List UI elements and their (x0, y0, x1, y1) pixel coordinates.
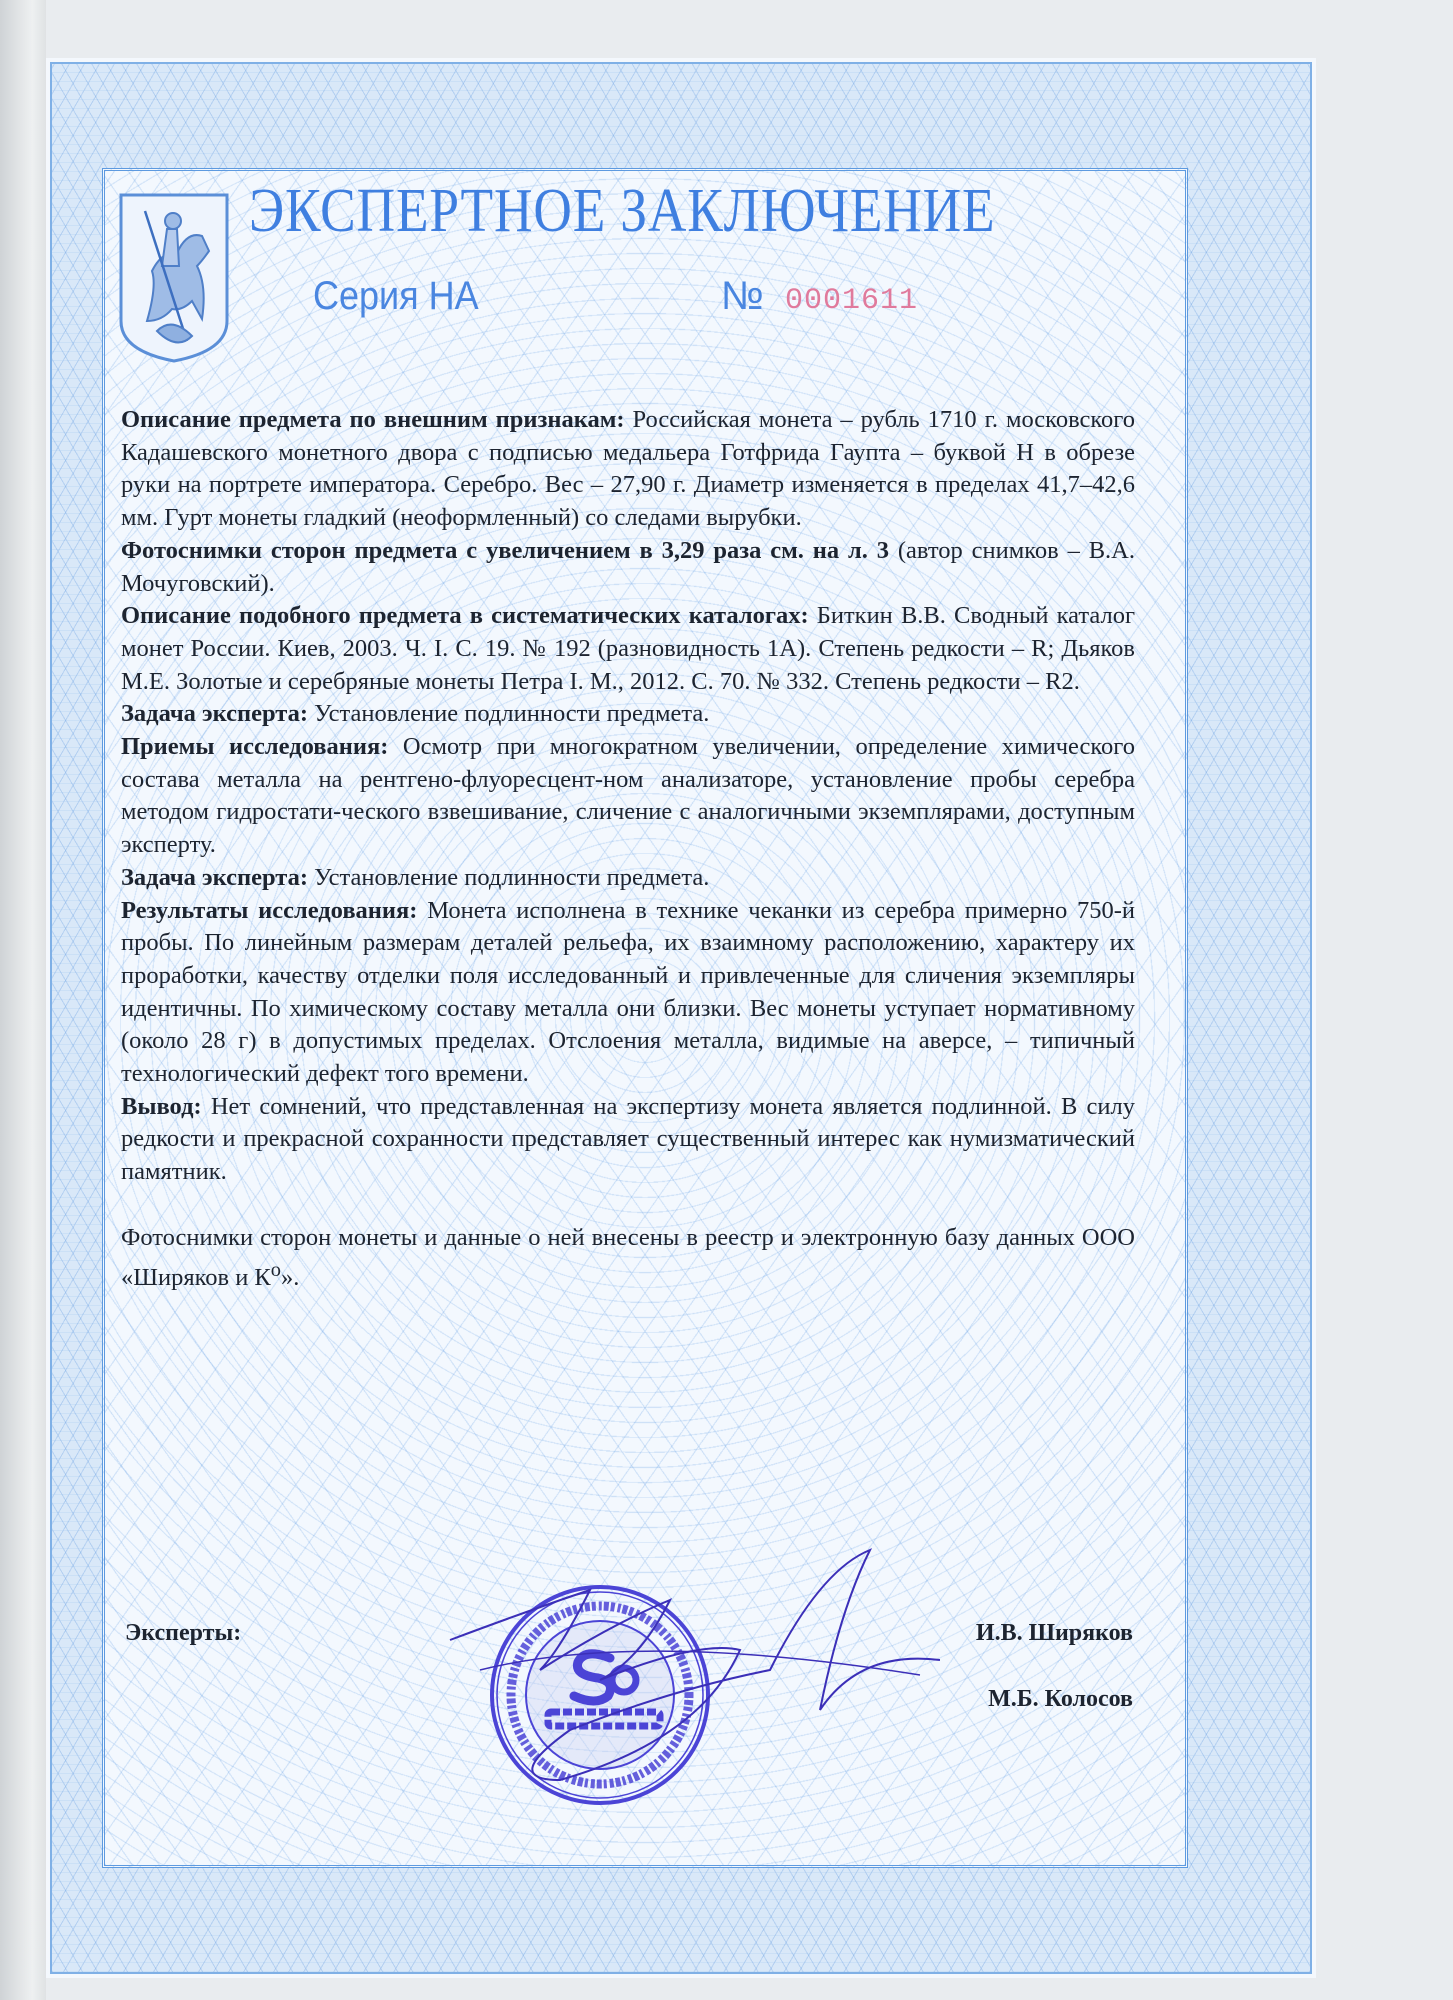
paragraph-conclusion: Вывод: Нет сомнений, что представленная на экспертизу монета является подлинной. В силу редкости и прекрасной сохранности представляет существенный интерес как нумизматический памятник. (121, 1092, 1135, 1186)
certificate-body (121, 404, 1135, 1295)
series-label: Серия НА (313, 274, 479, 318)
paragraph-registry-note: Фотоснимки сторон монеты и данные о ней внесены в реестр и электронную базу данных ООО «Ширяков и $К^о$». (121, 1223, 1135, 1292)
experts-label: Эксперты: (125, 1620, 242, 1646)
number-sign: № (721, 274, 764, 318)
paragraph-task-2: Задача эксперта: Установление подлинности предмета. (121, 863, 710, 891)
certificate-number: 0001611 (785, 284, 919, 318)
expert-name-2: М.Б. Колосов (988, 1686, 1133, 1712)
paragraph-results: Результаты исследования: Монета исполнена в технике чеканки из серебра примерно 750-й пробы. По линейным размерам деталей рельефа, их взаимному расположению, характеру их проработки, качеству отделки поля исследованный и привлеченные для сличения экземпляры идентичны. По химическому составу металла они близки. Вес монеты уступает нормативному (около 28 г) в допустимых пределах. Отслоения металла, видимые на аверсе, – типичный технологический дефект того времени. (121, 896, 1135, 1088)
paragraph-photos: Фотоснимки сторон предмета с увеличением в 3,29 раза см. на л. 3 (автор снимков – В.А. Мочуговский). (121, 536, 1135, 597)
paragraph-description: Описание предмета по внешним признакам: Российская монета – рубль 1710 г. московского Кадашевского монетного двора с подписью медальера Готфрида Гаупта – буквой Н в обрезе руки на портрете императора. Серебро. Вес – 27,90 г. Диаметр изменяется в пределах 41,7–42,6 мм. Гурт монеты гладкий (неоформленный) со следами вырубки. (121, 406, 1135, 532)
paragraph-methods: Приемы исследования: Осмотр при многократном увеличении, определение химического состава металла на рентгено-флуоресцент-ном анализаторе, установление пробы серебра методом гидростати-ческого взвешивание, сличение с аналогичными экземплярами, доступным эксперту. (121, 733, 1135, 859)
company-seal-with-signature (440, 1530, 940, 1860)
scan-gutter (0, 0, 46, 2000)
paragraph-task: Задача эксперта: Установление подлинности предмета. (121, 700, 710, 728)
paragraph-catalogs: Описание подобного предмета в систематических каталогах: Биткин В.В. Сводный каталог монет России. Киев, 2003. Ч. I. С. 19. № 192 (разновидность 1А). Степень редкости – R; Дьяков М.Е. Золотые и серебряные монеты Петра I. М., 2012. С. 70. № 332. Степень редкости – R2. (121, 602, 1135, 695)
expert-name-1: И.В. Ширяков (975, 1620, 1133, 1646)
moscow-coat-of-arms-icon (117, 191, 231, 363)
document-title: ЭКСПЕРТНОЕ ЗАКЛЮЧЕНИЕ (249, 177, 996, 245)
